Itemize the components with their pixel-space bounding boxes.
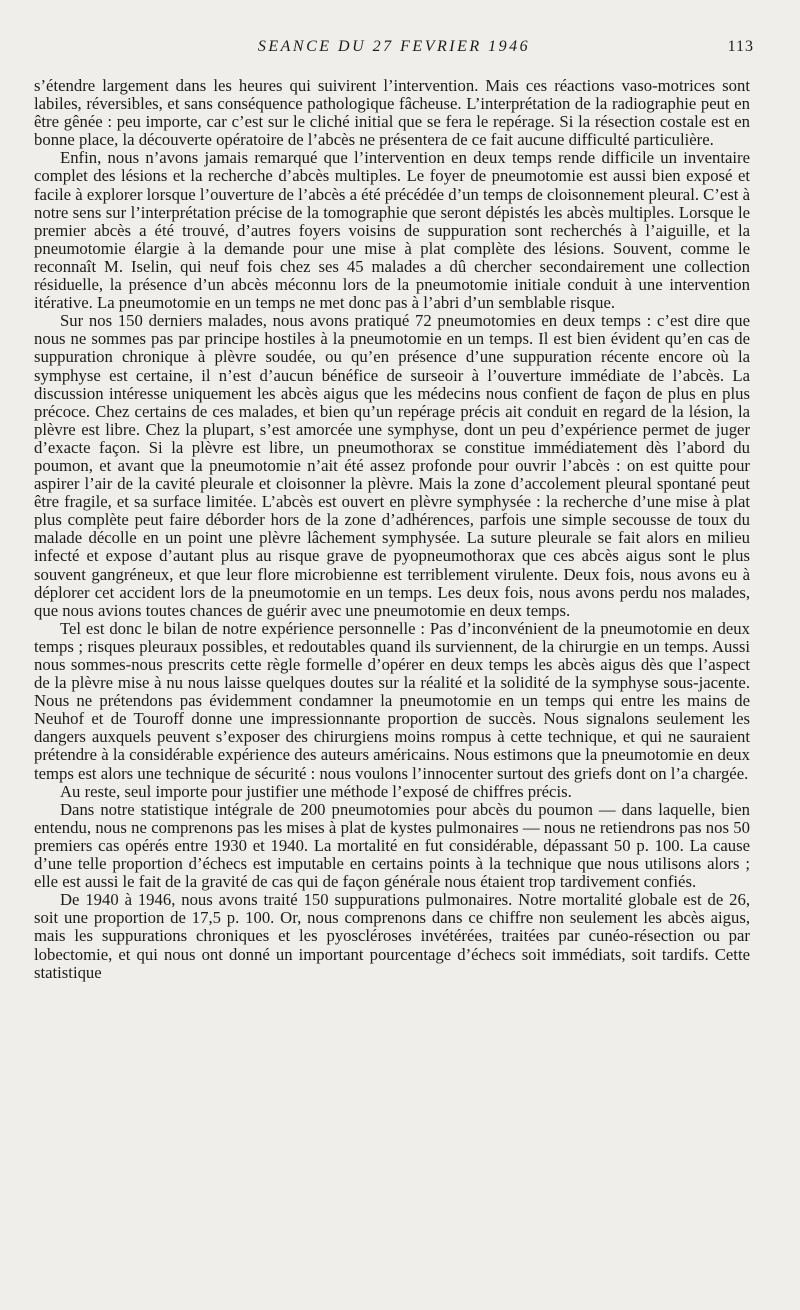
paragraph: Enfin, nous n’avons jamais remarqué que l’intervention en deux temps rende difficile un inventaire complet des lésions et la recherche d’abcès multiples. Le foyer de pneumotomie est aussi bien exposé et facile à explorer lorsque l’ouverture de l’abcès a été précédée d’un temps de cloisonnement pleural. C’est à notre sens sur l’interprétation précise de la tomographie que seront dépistés les abcès multiples. Lorsque le premier abcès a été trouvé, d’autres foyers voisins de suppuration sont recherchés à l’aiguille, et la pneumotomie élargie à la demande pour une mise à plat complète des lésions. Souvent, comme le reconnaît M. Iselin, qui neuf fois chez ses 45 malades a dû chercher secondairement une collection résiduelle, la présence d’un abcès méconnu lors de la pneumotomie initiale conduit à une intervention itérative. La pneumotomie en un temps ne met donc pas à l’abri d’un semblable risque. — [34, 148, 750, 313]
page-number: 113 — [727, 38, 754, 55]
running-head — [34, 38, 754, 60]
paragraph: s’étendre largement dans les heures qui suivirent l’intervention. Mais ces réactions vaso-motrices sont labiles, réversibles, et sans conséquence pathologique fâcheuse. L’interprétation de la radiographie peut en être gênée : peu importe, car c’est sur le cliché initial que se fera le repérage. Si la résection costale est en bonne place, la découverte opératoire de l’abcès ne présentera de ce fait aucune difficulté particulière. — [34, 76, 750, 150]
body-text — [34, 77, 750, 982]
running-title: SEANCE DU 27 FEVRIER 1946 — [257, 38, 531, 55]
paragraph: Sur nos 150 derniers malades, nous avons pratiqué 72 pneumotomies en deux temps : c’est dire que nous ne sommes pas par principe hostiles à la pneumotomie en un temps. Il est bien évident qu’en cas de suppuration chronique à plèvre soudée, ou qu’en présence d’une suppuration récente encore où la symphyse est certaine, il n’est d’aucun bénéfice de surseoir à l’ouverture immédiate de l’abcès. La discussion intéresse uniquement les abcès aigus que les médecins nous confient de façon de plus en plus précoce. Chez certains de ces malades, et bien qu’un repérage précis ait conduit en regard de la lésion, la plèvre est libre. Chez la plupart, s’est amorcée une symphyse, dont un peu d’expérience permet de juger d’exacte façon. Si la plèvre est libre, un pneumothorax se constitue immédiatement dès l’abord du poumon, et avant que la pneumotomie n’ait été assez profonde pour ouvrir l’abcès : on est quitte pour aspirer l’air de la cavité pleurale et cloisonner la plèvre. Mais la zone d’accolement pleural spontané peut être fragile, et sa surface limitée. L’abcès est ouvert en plèvre symphysée : la recherche d’une mise à plat plus complète peut faire déborder hors de la zone d’adhérences, parfois une simple secousse de toux du malade décolle en un point une plèvre lâchement symphysée. La suture pleurale se fait alors en milieu infecté et expose d’autant plus au risque grave de pyopneumothorax que ces abcès aigus sont le plus souvent gangréneux, et que leur flore microbienne est terriblement virulente. Deux fois, nous avons eu à déplorer cet accident lors de la pneumotomie en un temps. Les deux fois, nous avons perdu nos malades, que nous avions toutes chances de guérir avec une pneumotomie en deux temps. — [34, 311, 750, 620]
paragraph: De 1940 à 1946, nous avons traité 150 suppurations pulmonaires. Notre mortalité globale est de 26, soit une proportion de 17,5 p. 100. Or, nous comprenons dans ce chiffre non seulement les abcès aigus, mais les suppurations chroniques et les pyoscléroses invétérées, traitées par cunéo-résection ou par lobectomie, et qui nous ont donné un important pourcentage d’échecs soit immédiats, soit tardifs. Cette statistique — [34, 890, 750, 982]
paragraph: Au reste, seul importe pour justifier une méthode l’exposé de chiffres précis. — [60, 781, 572, 801]
paragraph: Tel est donc le bilan de notre expérience personnelle : Pas d’inconvénient de la pneumotomie en deux temps ; risques pleuraux possibles, et redoutables quand ils surviennent, de la chirurgie en un temps. Aussi nous sommes-nous prescrits cette règle formelle d’opérer en deux temps les abcès aigus dès que l’aspect de la plèvre mise à nu nous laisse quelques doutes sur la réalité et la solidité de la symphyse sous-jacente. Nous ne prétendons pas évidemment condamner la pneumotomie en un temps qui entre les mains de Neuhof et de Touroff donne une impressionnante proportion de succès. Nous signalons seulement les dangers auxquels peuvent s’exposer des chirurgiens moins rompus à cette technique, et qui ne sauraient prétendre à la considérable expérience des auteurs américains. Nous estimons que la pneumotomie en deux temps est alors une technique de sécurité : nous voulons l’innocenter surtout des griefs dont on l’a chargée. — [34, 618, 750, 783]
paragraph: Dans notre statistique intégrale de 200 pneumotomies pour abcès du poumon — dans laquelle, bien entendu, nous ne comprenons pas les mises à plat de kystes pulmonaires — nous ne retiendrons pas nos 50 premiers cas opérés entre 1930 et 1940. La mortalité en fut considérable, dépassant 50 p. 100. La cause d’une telle proportion d’échecs est imputable en certains points à la technique que nous utilisons alors ; elle est aussi le fait de la gravité de cas qui de façon générale nous étaient trop tardivement confiés. — [34, 799, 750, 892]
